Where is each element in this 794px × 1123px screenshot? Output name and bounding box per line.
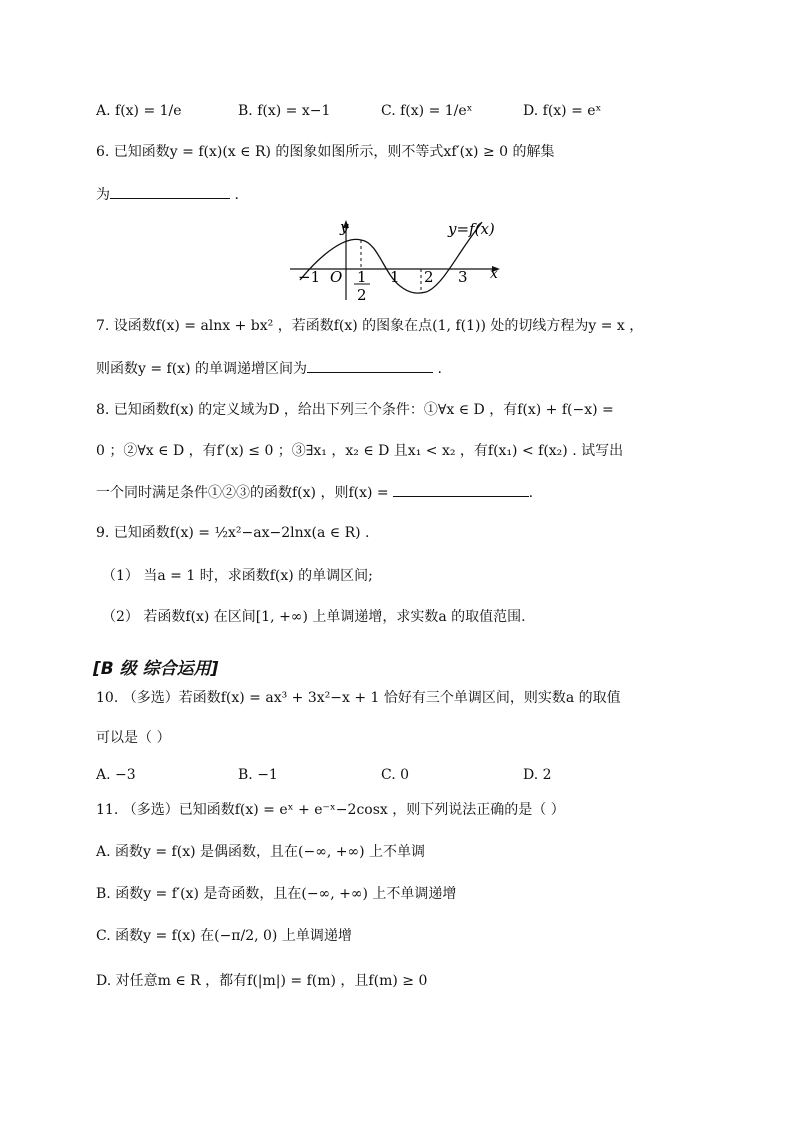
q6-answer-blank[interactable] xyxy=(110,184,230,199)
q8-stem-line2: 0 ；②∀x ∈ D ，有f′(x) ≤ 0 ；③∃x₁ ，x₂ ∈ D 且x₁ < x₂ ，有f(x₁) < f(x₂) . 试写出 xyxy=(96,443,624,459)
q5-option-a xyxy=(96,101,182,121)
option-text: f(x) = eˣ xyxy=(542,103,602,119)
q8-stem-line1: 8. 已知函数f(x) 的定义域为D ，给出下列三个条件：①∀x ∈ D ，有f(x) + f(−x) = xyxy=(96,402,614,418)
option-letter: A. xyxy=(96,103,111,119)
option-text: f(x) = 1/eˣ xyxy=(400,103,473,119)
q6-suffix: . xyxy=(230,187,239,203)
q7-answer-line xyxy=(96,358,442,379)
option-letter: B. xyxy=(238,767,253,783)
q6-stem: 6. 已知函数y = f(x)(x ∈ R) 的图象如图所示，则不等式xf′(x) ≥ 0 的解集 xyxy=(96,144,555,160)
option-letter: C. xyxy=(381,767,396,783)
tick-half-numerator: 1 xyxy=(357,268,367,286)
q7-stem: 7. 设函数f(x) = alnx + bx² ，若函数f(x) 的图象在点(1, f(1)) 处的切线方程为y = x ， xyxy=(96,318,644,334)
q5-option-d xyxy=(523,101,602,121)
q9-stem: 9. 已知函数f(x) = ½x²−ax−2lnx(a ∈ R) . xyxy=(96,525,370,541)
x-axis-label: x xyxy=(490,266,498,282)
tick-three: 3 xyxy=(458,268,468,286)
q5-option-b xyxy=(238,101,330,121)
q10-stem-line2: 可以是（ ） xyxy=(96,730,171,746)
q11-option-c: C. 函数y = f(x) 在(−π/2, 0) 上单调递增 xyxy=(96,928,352,944)
q10-option-c xyxy=(381,765,409,785)
y-axis-label: y xyxy=(340,218,349,236)
tick-one: 1 xyxy=(390,268,400,286)
option-letter: C. xyxy=(381,103,396,119)
tick-two: 2 xyxy=(424,268,434,286)
option-text: 2 xyxy=(542,767,552,783)
option-text: −3 xyxy=(115,767,136,783)
q10-option-d xyxy=(523,765,552,785)
q10-option-a xyxy=(96,765,136,785)
q7-suffix: . xyxy=(433,361,442,377)
q9-part2: （2） 若函数f(x) 在区间[1, +∞) 上单调递增，求实数a 的取值范围. xyxy=(102,609,526,625)
curve-label: y=f(x) xyxy=(448,220,495,238)
option-letter: A. xyxy=(96,767,111,783)
q11-stem: 11. （多选）已知函数f(x) = eˣ + e⁻ˣ−2cosx ，则下列说法正确的是（ ） xyxy=(96,802,565,818)
q11-option-a: A. 函数y = f(x) 是偶函数，且在(−∞, +∞) 上不单调 xyxy=(96,844,426,860)
q10-stem: 10. （多选）若函数f(x) = ax³ + 3x²−x + 1 恰好有三个单调区间，则实数a 的取值 xyxy=(96,690,621,706)
q11-option-b: B. 函数y = f′(x) 是奇函数，且在(−∞, +∞) 上不单调递增 xyxy=(96,886,457,902)
q8-answer-blank[interactable] xyxy=(393,482,529,497)
tick-half-denominator: 2 xyxy=(357,286,367,304)
q11-option-d: D. 对任意m ∈ R ，都有f(|m|) = f(m) ，且f(m) ≥ 0 xyxy=(96,973,428,989)
q6-prefix: 为 xyxy=(96,187,110,203)
option-text: 0 xyxy=(400,767,410,783)
q9-part1: （1） 当a = 1 时，求函数f(x) 的单调区间; xyxy=(102,568,373,584)
option-text: f(x) = 1/e xyxy=(115,103,182,119)
option-letter: D. xyxy=(523,103,539,119)
q7-prefix: 则函数y = f(x) 的单调递增区间为 xyxy=(96,361,307,377)
q8-suffix: . xyxy=(528,485,534,501)
q5-option-c xyxy=(381,101,473,121)
origin-label: O xyxy=(330,268,343,286)
option-letter: D. xyxy=(523,767,539,783)
tick-neg-one: −1 xyxy=(298,268,321,286)
option-text: f(x) = x−1 xyxy=(257,103,331,119)
option-text: −1 xyxy=(257,767,278,783)
q8-answer-line xyxy=(96,482,533,503)
q6-answer-line xyxy=(96,184,239,205)
option-letter: B. xyxy=(238,103,253,119)
section-title: [B 级 综合运用] xyxy=(93,659,219,679)
function-graph-figure xyxy=(288,212,508,304)
q8-prefix: 一个同时满足条件①②③的函数f(x) ，则f(x) = xyxy=(96,485,389,501)
q7-answer-blank[interactable] xyxy=(307,358,433,373)
q10-option-b xyxy=(238,765,278,785)
